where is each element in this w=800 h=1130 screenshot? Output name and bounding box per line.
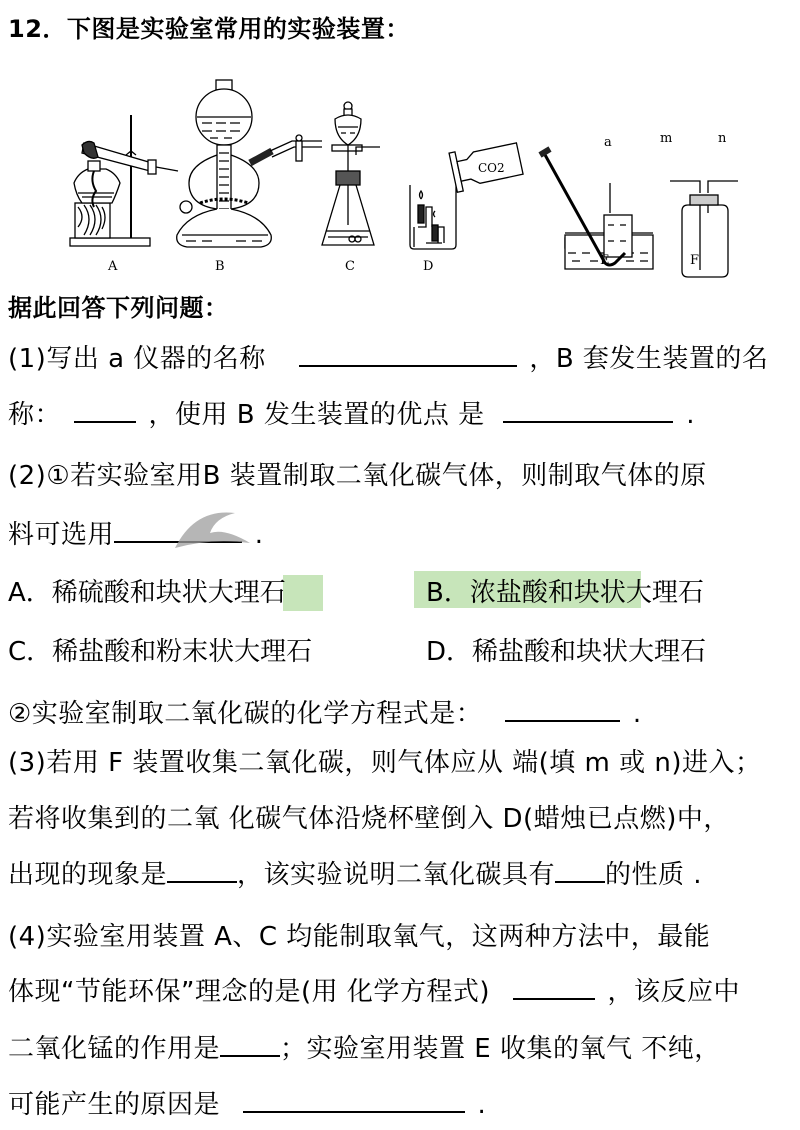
part1-text-a: (1)写出 a 仪器的名称 bbox=[8, 344, 266, 374]
answer-blank-device-b-advantage[interactable] bbox=[503, 399, 673, 423]
part2-text-a: 料可选用 bbox=[8, 520, 115, 550]
prompt-heading: 据此回答下列问题： bbox=[8, 294, 229, 322]
tube-label-m: m bbox=[660, 131, 673, 146]
part2-line1: (2)①若实验室用B 装置制取二氧化碳气体，则制取气体的原 bbox=[8, 461, 707, 491]
co2-label: CO2 bbox=[478, 161, 505, 175]
part4-text-c: 二氧化锰的作用是 bbox=[8, 1034, 221, 1064]
part2-line3 bbox=[8, 697, 642, 731]
tube-label-n: n bbox=[718, 131, 727, 146]
part1-line2 bbox=[8, 398, 695, 432]
answer-blank-equation-o2[interactable] bbox=[513, 976, 595, 1000]
part1-text-b: ，B 套发生装置的名 bbox=[529, 344, 769, 374]
part4-text-a: 体现“节能环保”理念的是(用 化学方程式) bbox=[8, 977, 490, 1007]
label-d: D bbox=[423, 259, 434, 274]
part3-line2: 若将收集到的二氧 化碳气体沿烧杯壁倒入 D(蜡烛已点燃)中， bbox=[8, 804, 730, 834]
answer-blank-equation-co2[interactable] bbox=[505, 698, 620, 722]
answer-blank-mno2-role[interactable] bbox=[220, 1033, 280, 1057]
part1-line1 bbox=[8, 342, 768, 376]
part2-text-b: . bbox=[254, 520, 264, 550]
part3-text-b: ，该实验说明二氧化碳具有 bbox=[237, 860, 556, 890]
apparatus-c bbox=[322, 102, 380, 245]
apparatus-b bbox=[177, 80, 322, 247]
part3-line3 bbox=[8, 858, 702, 892]
option-c[interactable]: C．稀盐酸和粉末状大理石 bbox=[8, 637, 313, 667]
label-f: F bbox=[690, 253, 700, 268]
option-d[interactable]: D．稀盐酸和块状大理石 bbox=[426, 637, 707, 667]
part4-text-e: 可能产生的原因是 bbox=[8, 1090, 221, 1120]
part4-line4 bbox=[8, 1088, 486, 1122]
apparatus-e bbox=[540, 149, 653, 269]
option-b[interactable]: B．浓盐酸和块状大理石 bbox=[426, 578, 704, 608]
label-e: E bbox=[600, 253, 610, 268]
part4-text-b: ，该反应中 bbox=[607, 977, 741, 1007]
part4-text-f: . bbox=[477, 1090, 487, 1120]
jar-label-a: a bbox=[604, 135, 612, 150]
answer-blank-property[interactable] bbox=[555, 859, 605, 883]
answer-blank-impurity-reason[interactable] bbox=[243, 1089, 465, 1113]
part1-text-d: ，使用 B 发生装置的优点 是 bbox=[148, 400, 485, 430]
label-a: A bbox=[108, 259, 118, 274]
answer-blank-device-b-name[interactable] bbox=[74, 399, 136, 423]
apparatus-f bbox=[670, 181, 738, 277]
apparatus-drawing bbox=[60, 75, 740, 280]
part4-text-d: ；实验室用装置 E 收集的氧气 不纯， bbox=[280, 1034, 721, 1064]
part3-text-c: 的性质 . bbox=[605, 860, 703, 890]
label-b: B bbox=[215, 259, 225, 274]
answer-blank-instrument-a[interactable] bbox=[299, 343, 517, 367]
lab-apparatus-figure bbox=[60, 75, 740, 280]
part1-text-e: . bbox=[686, 400, 695, 430]
label-c: C bbox=[345, 259, 355, 274]
part2-text-c: ②实验室制取二氧化碳的化学方程式是： bbox=[8, 699, 483, 729]
part4-line2 bbox=[8, 975, 740, 1009]
question-title: 12．下图是实验室常用的实验装置： bbox=[8, 15, 410, 43]
part1-text-c: 称： bbox=[8, 400, 62, 430]
part4-line1: (4)实验室用装置 A、C 均能制取氧气，这两种方法中，最能 bbox=[8, 922, 711, 952]
part4-line3 bbox=[8, 1032, 721, 1066]
part3-text-a: 出现的现象是 bbox=[8, 860, 168, 890]
highlight-overlay bbox=[283, 575, 323, 611]
answer-blank-phenomenon[interactable] bbox=[167, 859, 237, 883]
option-a[interactable]: A．稀硫酸和块状大理石 bbox=[8, 578, 286, 608]
apparatus-d bbox=[410, 139, 524, 249]
part3-line1: (3)若用 F 装置收集二氧化碳，则气体应从 端(填 m 或 n)进入； bbox=[8, 748, 762, 778]
watermark-logo-icon bbox=[170, 503, 260, 563]
apparatus-a bbox=[70, 115, 178, 246]
part2-text-d: . bbox=[632, 699, 642, 729]
